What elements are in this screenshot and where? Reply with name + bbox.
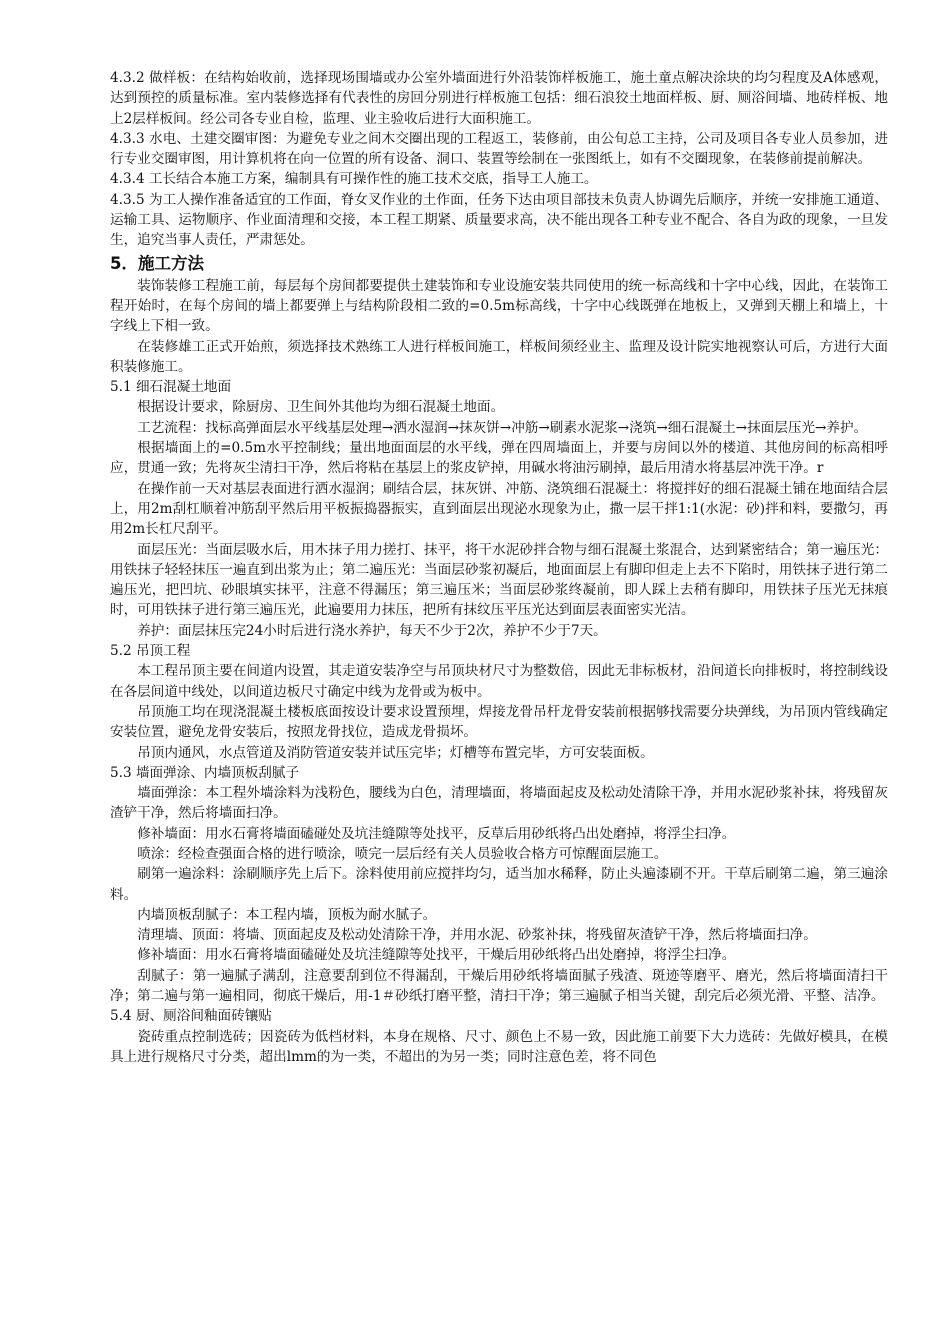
para-5-1-5: 面层压光：当面层吸水后，用木抹子用力搓打、抹平，将干水泥砂拌合物与细石混凝土浆混合，达到紧密结合；第一遍压光：用铁抹子轻轻抹压一遍直到出浆为止；第二遍压光：当面层砂浆初凝后，地面面层上有脚印但走上去不下陷时，用铁抹子进行第二遍压光，把凹坑、砂眼填实抹平，注意不得漏压；第三遍压米；当面层砂浆终凝前，即人踩上去稍有脚印，用铁抹子压光无抹痕时，可用铁抹子进行第三遍压光，此遍要用力抹压，把所有抹纹压平压光达到面层表面密实光洁。 [110, 541, 888, 619]
para-5-3-6: 清理墙、顶面：将墙、顶面起皮及松动处清除干净，并用水泥、砂浆补抹，将残留灰渣铲干净，然后将墙面扫净。 [137, 927, 817, 944]
para-4-3-3: 4.3.3 水电、土建交圈审图：为避免专业之间木交圈出现的工程返工，装修前，由公旬总工主持，公司及项目各专业人员参加，进行专业交圈审图，用计算机将在向一位置的所有设备、洞口、装置等绘制在一张图纸上，如有不交圈现象，在装修前提前解决。 [110, 130, 888, 168]
para-5-3-1: 墙面弹涂：本工程外墙涂料为浅粉色，腰线为白色，清理墙面，将墙面起皮及松动处清除干净，并用水泥砂浆补抹，将残留灰渣铲干净，然后将墙面扫净。 [110, 785, 888, 822]
subsection-5-3-title: 5.3 墙面弹涂、内墙顶板刮腻子 [110, 764, 300, 781]
para-5-1-1: 根据设计要求，除厨房、卫生间外其他均为细石混凝土地面。 [137, 399, 505, 416]
para-5-2-3: 吊顶内通风，水点管道及消防管道安装并试压完毕；灯槽等布置完毕，方可安装面板。 [137, 744, 654, 761]
para-5-3-7: 修补墙面：用水石膏将墙面磕碰处及坑洼缝隙等处找平，干燥后用砂纸将凸出处磨掉，将浮尘扫净。 [137, 947, 736, 964]
para-5-1-6: 养护：面层抹压完24小时后进行浇水养护，每天不少于2次，养护不少于7天。 [137, 622, 607, 639]
para-5-3-5: 内墙顶板刮腻子：本工程内墙，顶板为耐水腻子。 [137, 906, 437, 923]
subsection-5-4-title: 5.4 厨、厕浴间釉面砖镶贴 [110, 1008, 272, 1025]
para-5-3-2: 修补墙面：用水石膏将墙面磕碰处及坑洼缝隙等处找平，反草后用砂纸将凸出处磨掉，将浮尘扫净。 [137, 825, 736, 842]
document-page [110, 68, 888, 1067]
para-5-1-3: 根据墙面上的=0.5m水平控制线；量出地面面层的水平线，弹在四周墙面上，并要与房间以外的楼道、其他房间的标高相呼应，贯通一致；先将灰尘清扫干净，然后将粘在基层上的浆皮铲掉，用碱水将油污刷掉，最后用清水将基层冲洗干净。r [110, 440, 888, 477]
para-5-2-1: 本工程吊顶主要在间道内设置，其走道安装净空与吊顶块材尺寸为整数倍，因此无非标板材，沿间道长向排板时，将控制线设在各层间道中线处，以间道边板尺寸确定中线为龙骨或为板中。 [110, 663, 888, 700]
subsection-5-1-title: 5.1 细石混凝土地面 [110, 379, 232, 396]
para-5-2-2: 吊顶施工均在现浇混凝土楼板底面按设计要求设置预埋，焊接龙骨吊杆龙骨安装前根据够找需要分块弹线，为吊顶内管线确定安装位置，避免龙骨安装后，按照龙骨找位，造成龙骨损坏。 [110, 703, 888, 741]
para-5-3-8: 刮腻子：第一遍腻子满刮，注意要刮到位不得漏刮，干燥后用砂纸将墙面腻子残渣、斑迹等磨平、磨光，然后将墙面清扫干净；第二遍与第一遍相同，彻底干燥后，用-1＃砂纸打磨平整，清扫干净；第三遍腻子相当关键，刮完后必须光滑、平整、洁净。 [110, 967, 888, 1005]
para-5-1-2: 工艺流程：找标高弹面层水平线基层处理→洒水湿润→抹灰饼→冲筋→刷素水泥浆→浇筑→细石混凝土→抹面层压光→养护。 [137, 419, 868, 436]
section-5-heading: 5．施工方法 [110, 253, 204, 273]
para-4-3-2: 4.3.2 做样板：在结构始收前，选择现场围墙或办公室外墙面进行外沿装饰样板施工，施土童点解决涂块的均匀程度及A体感观，达到预控的质量标准。室内装修选择有代表性的房回分别进行样板施工包括：细石浪狡土地面样板、厨、厕浴间墙、地砖样板、地上2层样板间。经公司各专业自检，监理、业主验收后进行大面积施工。 [110, 70, 888, 127]
para-5-3-3: 喷涂：经检查强面合格的进行喷涂，喷完一层后经有关人员验收合格方可惊醒面层施工。 [137, 845, 668, 862]
section-5-intro-1: 装饰装修工程施工前，每层每个房间都要提供土建装饰和专业设施安装共同使用的统一标高线和十字中心线，因此，在装饰工程开始时，在每个房间的墙上都要弹上与结构阶段相二致的=0.5m标高线，十字中心线既弹在地板上，又弹到天棚上和墙上，十字线上下相一致。 [110, 277, 888, 335]
section-5-intro-2: 在装修雄工正式开始煎，须选择技术熟练工人进行样板间施工，样板间须经业主、监理及设计院实地视察认可后，方进行大面积装修施工。 [110, 338, 888, 375]
subsection-5-2-title: 5.2 吊顶工程 [110, 643, 191, 660]
para-5-1-4: 在操作前一天对基层表面进行洒水湿润；刷结合层，抹灰饼、冲筋、浇筑细石混凝土：将搅拌好的细石混凝土铺在地面结合层上，用2m刮杠顺着冲筋刮平然后用平板振捣器振实，直到面层出现泌水现象为止，撒一层干拌1:1(水泥：砂)拌和料，要撒匀，再用2m长杠尺刮平。 [110, 480, 888, 538]
para-4-3-4: 4.3.4 工长结合本施工方案，编制具有可操作性的施工技术交底，指导工人施工。 [110, 171, 598, 188]
para-4-3-5: 4.3.5 为工人操作准备适宜的工作面，脊女叉作业的土作面，任务下达由项目部技未负责人协调先后顺序，并统一安排施工通道、运输工具、运物顺序、作业面清理和交接，本工程工期紧、质量要求高，决不能出现各工种专业不配合、各自为政的现象，一旦发生，追究当事人责任，严肃惩处。 [110, 191, 888, 249]
para-5-4-1: 瓷砖重点控制选砖；因瓷砖为低档材料，本身在规格、尺寸、颜色上不易一致，因此施工前要下大力选砖：先做好模具，在模具上进行规格尺寸分类，超出lmm的为一类，不超出的为另一类；同时注意色差，将不同色 [110, 1028, 888, 1065]
para-5-3-4: 刷第一遍涂料：涂刷顺序先上后下。涂料使用前应搅拌均匀，适当加水稀释，防止头遍漆刷不开。干草后刷第二遍，第三遍涂料。 [110, 866, 888, 903]
